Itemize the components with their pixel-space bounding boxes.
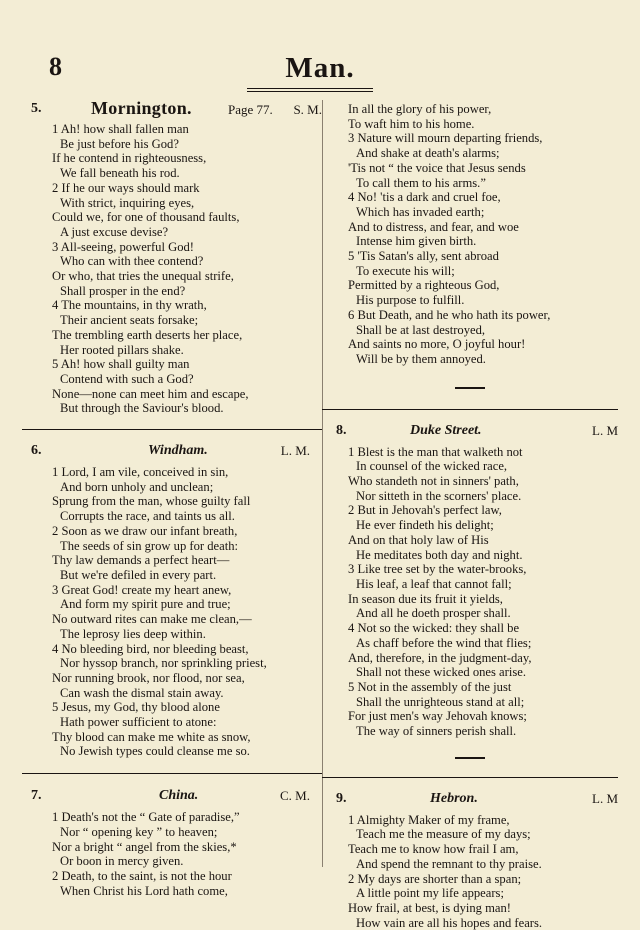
verse-line: Permitted by a righteous God, (348, 278, 500, 293)
stanza (322, 813, 618, 872)
stanza (322, 131, 618, 190)
tune-name: Windham. (148, 443, 208, 459)
verse-line: Corrupts the race, and taints us all. (60, 509, 235, 524)
verse-line: 1 Almighty Maker of my frame, (348, 812, 510, 827)
verse-line: 4 Not so the wicked: they shall be (348, 621, 520, 636)
stanza (26, 181, 320, 240)
stanza (26, 642, 320, 701)
stanza (26, 524, 320, 583)
verse-line: Nor running brook, nor flood, nor sea, (52, 670, 245, 685)
hymn-number: 9. (336, 790, 347, 806)
verse-line: How vain are all his hopes and fears. (356, 915, 543, 930)
verse-line: No outward rites can make me clean,— (52, 612, 252, 627)
verse-line: Thy blood can make me white as snow, (52, 729, 251, 744)
hymn-stanzas (322, 131, 618, 366)
verse-line: And born unholy and unclean; (60, 479, 214, 494)
hymn-number: 8. (336, 422, 347, 438)
verse-line: Or who, that tries the unequal strife, (52, 269, 234, 284)
left-column (26, 100, 320, 898)
verse-line: Contend with such a God? (60, 371, 194, 386)
stanza (26, 122, 320, 181)
stanza (322, 872, 618, 930)
hymn-5 (26, 100, 320, 416)
stanza (26, 583, 320, 642)
verse-line: In all the glory of his power, (348, 102, 492, 116)
verse-line: Teach me to know how frail I am, (348, 842, 519, 857)
verse-line: 5 Ah! how shall guilty man (52, 357, 190, 372)
meter: S. M. (293, 102, 322, 117)
hymn-7 (26, 788, 320, 898)
verse-line: And form my spirit pure and true; (60, 597, 231, 612)
verse-line: He ever findeth his delight; (356, 518, 494, 533)
verse-line: Be just before his God? (60, 136, 179, 151)
verse-line: Sprung from the man, whose guilty fall (52, 494, 251, 509)
header-rule (247, 88, 373, 92)
verse-line: 4 The mountains, in thy wrath, (52, 298, 207, 313)
verse-line: 3 All-seeing, powerful God! (52, 239, 194, 254)
hymn-header (26, 100, 320, 122)
short-divider (455, 387, 485, 389)
verse-line: Nor “ opening key ” to heaven; (60, 824, 218, 839)
verse-line: The way of sinners perish shall. (356, 724, 517, 739)
stanza (322, 680, 618, 739)
verse-line: We fall beneath his rod. (60, 166, 180, 181)
stanza (322, 503, 618, 562)
stanza (26, 700, 320, 759)
verse-line: 1 Ah! how shall fallen man (52, 122, 189, 136)
stanza (26, 465, 320, 524)
page-number: 8 (49, 52, 62, 81)
verse-line: None—none can meet him and escape, (52, 386, 249, 401)
tune-name: Mornington. (91, 98, 192, 118)
stanza (26, 240, 320, 299)
stanza (26, 298, 320, 357)
stanza (322, 308, 618, 367)
verse-line: Her rooted pillars shake. (60, 342, 184, 357)
hymn-stanzas (322, 445, 618, 739)
verse-line: To waft him to his home. (348, 116, 475, 131)
verse-line: Nor sitteth in the scorners' place. (356, 488, 522, 503)
verse-line: The leprosy lies deep within. (60, 626, 206, 641)
hymn-header (26, 443, 320, 465)
verse-line: 2 My days are shorter than a span; (348, 871, 522, 886)
stanza (322, 190, 618, 249)
verse-line: 4 No! 'tis a dark and cruel foe, (348, 190, 501, 205)
hymn-9 (322, 791, 618, 930)
meter: L. M (592, 790, 618, 806)
verse-line: He meditates both day and night. (356, 547, 523, 562)
verse-line: Could we, for one of thousand faults, (52, 210, 240, 225)
verse-line: Their ancient seats forsake; (60, 313, 199, 328)
verse-line: 'Tis not “ the voice that Jesus sends (348, 160, 526, 175)
verse-line: Which has invaded earth; (356, 204, 485, 219)
verse-line: 5 Not in the assembly of the just (348, 679, 512, 694)
verse-line: Or boon in mercy given. (60, 854, 184, 869)
meter: L. M (592, 422, 618, 438)
verse-line: 3 Like tree set by the water-brooks, (348, 562, 527, 577)
hymn-stanzas (322, 813, 618, 930)
verse-line: As chaff before the wind that flies; (356, 635, 532, 650)
verse-line: And to distress, and fear, and woe (348, 219, 519, 234)
verse-line: To call them to his arms.” (356, 175, 486, 190)
verse-line: Shall prosper in the end? (60, 283, 186, 298)
verse-line: Hath power sufficient to atone: (60, 715, 217, 730)
verse-line: How frail, at best, is dying man! (348, 900, 511, 915)
stanza (26, 810, 320, 869)
short-divider (455, 757, 485, 759)
verse-line: 1 Blest is the man that walketh not (348, 444, 523, 459)
verse-line: 3 Nature will mourn departing friends, (348, 131, 543, 146)
verse-line: The seeds of sin grow up for death: (60, 538, 239, 553)
verse-line: When Christ his Lord hath come, (60, 883, 228, 898)
verse-line: Intense him given birth. (356, 234, 477, 249)
tune-name: Hebron. (430, 790, 478, 806)
section-rule (22, 773, 322, 774)
stanza (322, 445, 618, 504)
verse-line: And spend the remnant to thy praise. (356, 856, 542, 871)
tune-name: China. (159, 788, 199, 804)
verse-line: His purpose to fulfill. (356, 293, 465, 308)
hymn-8 (322, 423, 618, 739)
verse-line: In counsel of the wicked race, (356, 459, 508, 474)
verse-line: 1 Death's not the “ Gate of paradise,” (52, 810, 240, 825)
section-rule (322, 777, 618, 778)
verse-line: 6 But Death, and he who hath its power, (348, 307, 551, 322)
verse-line: Shall not these wicked ones arise. (356, 665, 526, 680)
verse-line: 2 Soon as we draw our infant breath, (52, 523, 238, 538)
verse-line: And all he doeth prosper shall. (356, 606, 511, 621)
verse-line: Nor a bright “ angel from the skies,* (52, 839, 237, 854)
stanza (26, 357, 320, 416)
section-rule (22, 429, 322, 430)
hymn-number: 7. (31, 788, 42, 804)
verse-line: A just excuse devise? (60, 224, 169, 239)
verse-line: No Jewish types could cleanse me so. (60, 744, 250, 759)
verse-line: 2 But in Jehovah's perfect law, (348, 503, 502, 518)
meter: C. M. (280, 788, 310, 804)
verse-line: But through the Saviour's blood. (60, 401, 224, 416)
hymn-6 (26, 443, 320, 759)
page-title: Man. (285, 52, 355, 84)
verse-line: Shall the unrighteous stand at all; (356, 694, 525, 709)
verse-line: 4 No bleeding bird, nor bleeding beast, (52, 641, 249, 656)
meter: L. M. (280, 443, 310, 459)
verse-line: To execute his will; (356, 263, 455, 278)
verse-line: Will be by them annoyed. (356, 351, 486, 366)
section-rule (322, 409, 618, 410)
page-reference: Page 77. (228, 102, 273, 117)
verse-line: Can wash the dismal stain away. (60, 685, 224, 700)
hymn-stanzas (26, 465, 320, 759)
verse-line: And shake at death's alarms; (356, 146, 500, 161)
verse-line: 1 Lord, I am vile, conceived in sin, (52, 465, 229, 480)
verse-line: Thy law demands a perfect heart— (52, 553, 230, 568)
verse-line: The trembling earth deserts her place, (52, 327, 243, 342)
verse-line: Shall be at last destroyed, (356, 322, 486, 337)
verse-line: And, therefore, in the judgment-day, (348, 650, 532, 665)
hymn-number: 6. (31, 443, 42, 459)
hymn-header (26, 788, 320, 810)
verse-line: Teach me the measure of my days; (356, 827, 531, 842)
verse-line: With strict, inquiring eyes, (60, 195, 195, 210)
stanza (322, 249, 618, 308)
hymn-header (322, 791, 618, 813)
verse-line: Who standeth not in sinners' path, (348, 474, 519, 489)
verse-line: Who can with thee contend? (60, 254, 204, 269)
stanza (322, 621, 618, 680)
stanza (26, 869, 320, 898)
right-column (322, 102, 618, 930)
tune-name: Duke Street. (410, 422, 482, 438)
verse-line: And saints no more, O joyful hour! (348, 337, 526, 352)
verse-line: And on that holy law of His (348, 532, 489, 547)
hymn-number: 5. (31, 101, 42, 116)
continued-lines (322, 102, 618, 131)
verse-line: In season due its fruit it yields, (348, 591, 503, 606)
verse-line: But we're defiled in every part. (60, 567, 217, 582)
verse-line: 2 If he our ways should mark (52, 180, 200, 195)
verse-line: Nor hyssop branch, nor sprinkling priest, (60, 656, 267, 671)
verse-line: 5 'Tis Satan's ally, sent abroad (348, 249, 499, 264)
verse-line: His leaf, a leaf that cannot fall; (356, 576, 512, 591)
verse-line: 2 Death, to the saint, is not the hour (52, 868, 232, 883)
stanza (322, 562, 618, 621)
hymn-stanzas (26, 810, 320, 898)
hymn-header (322, 423, 618, 445)
hymn-7-continued (322, 102, 618, 367)
hymn-stanzas (26, 122, 320, 416)
verse-line: A little point my life appears; (356, 886, 504, 901)
verse-line: If he contend in righteousness, (52, 151, 207, 166)
verse-line: 3 Great God! create my heart anew, (52, 582, 232, 597)
verse-line: For just men's way Jehovah knows; (348, 709, 527, 724)
verse-line: 5 Jesus, my God, thy blood alone (52, 700, 220, 715)
